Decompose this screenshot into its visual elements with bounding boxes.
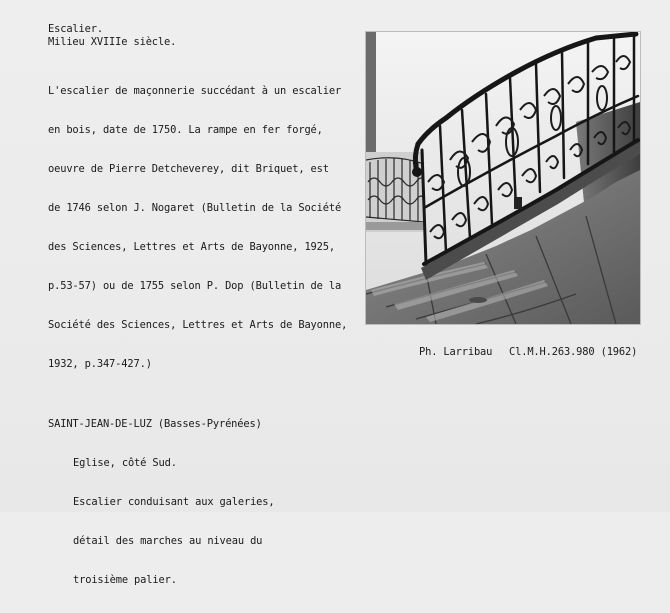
location-line: détail des marches au niveau du [73,535,263,547]
heading-title: Escalier. [48,23,103,35]
location-details [73,431,275,613]
description-line: en bois, date de 1750. La rampe en fer forgé, [48,124,323,136]
description-line: oeuvre de Pierre Detcheverey, dit Briquet, est [48,163,329,175]
description-line: 1932, p.347-427.) [48,358,152,370]
heading-date: Milieu XVIIIe siècle. [48,36,177,48]
description-block [48,59,347,397]
location-line: Eglise, côté Sud. [73,457,177,469]
location-title: SAINT-JEAN-DE-LUZ (Basses-Pyrénées) [48,418,262,430]
description-line: p.53-57) ou de 1755 selon P. Dop (Bulletin de la [48,280,342,292]
description-line: L'escalier de maçonnerie succédant à un escalier [48,85,342,97]
location-line: troisième palier. [73,574,177,586]
description-line: de 1746 selon J. Nogaret (Bulletin de la Société [48,202,342,214]
photo-reference: Cl.M.H.263.980 (1962) [509,346,638,358]
description-line: des Sciences, Lettres et Arts de Bayonne, 1925, [48,241,335,253]
photographer-credit: Ph. Larribau [419,346,493,358]
location-line: Escalier conduisant aux galeries, [73,496,275,508]
staircase-photograph [365,31,641,325]
description-line: Société des Sciences, Lettres et Arts de Bayonne, [48,319,348,331]
